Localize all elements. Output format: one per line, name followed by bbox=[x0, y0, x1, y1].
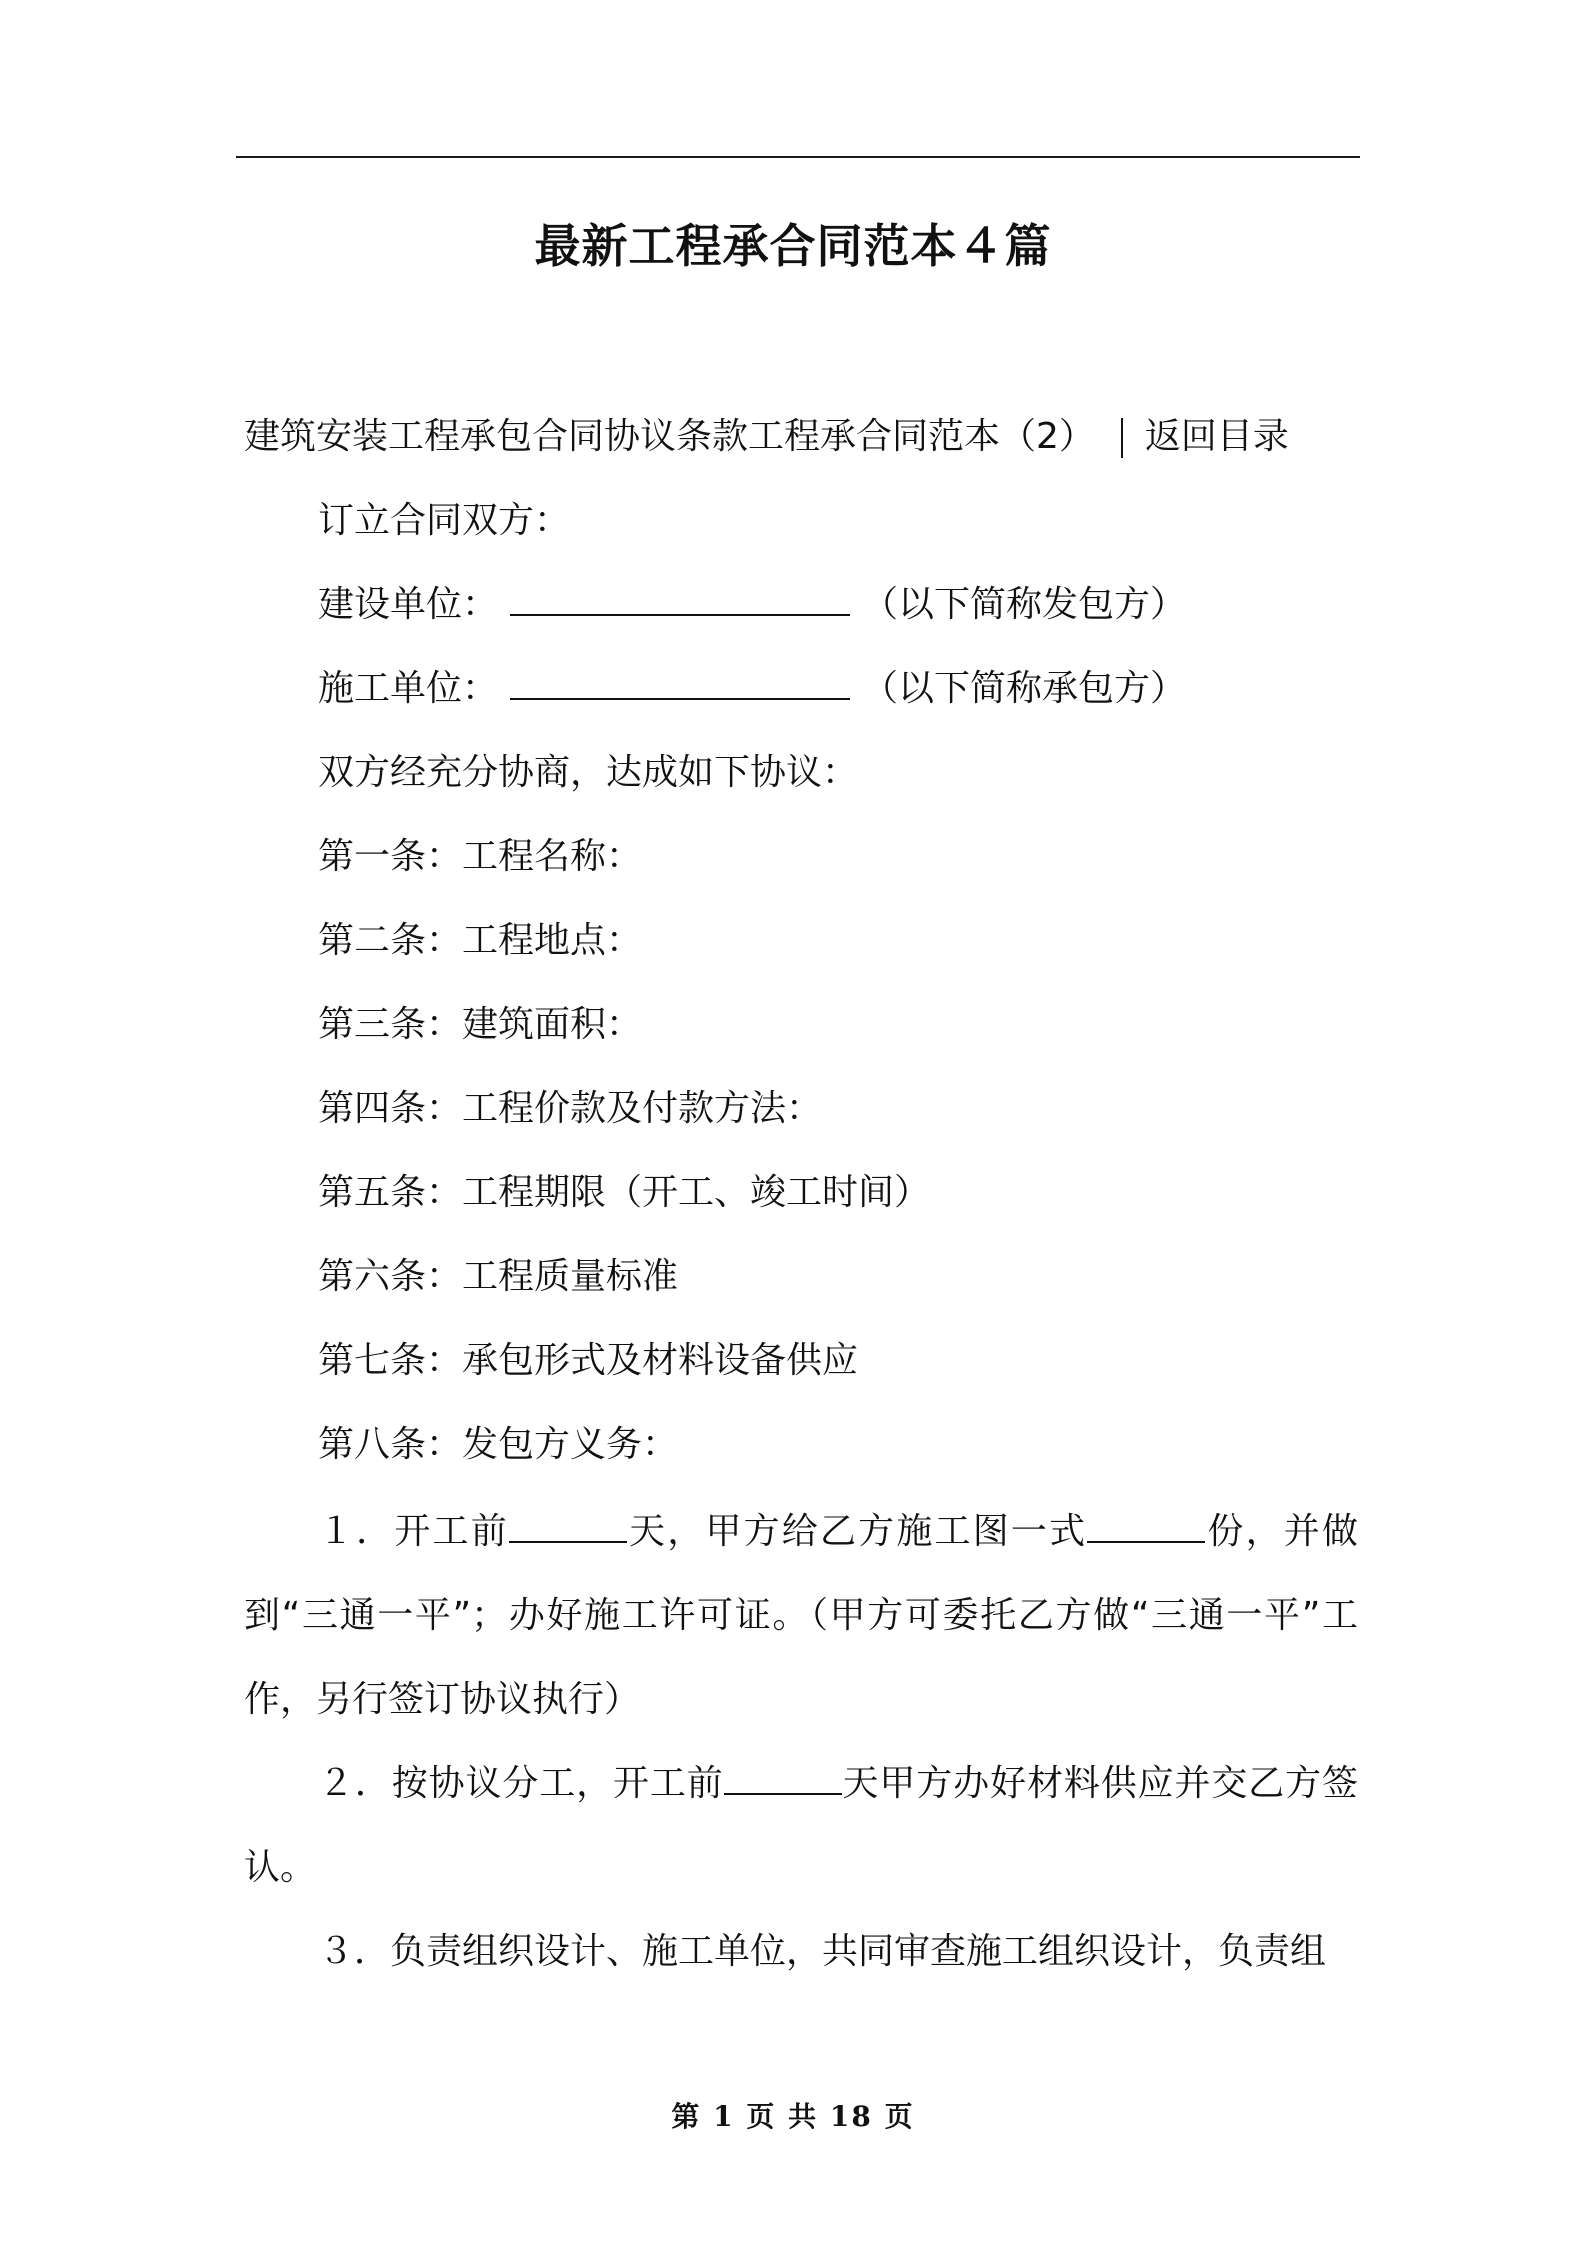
party-b-blank bbox=[510, 664, 850, 700]
article-2: 第二条：工程地点： bbox=[318, 920, 643, 961]
agreement-intro: 双方经充分协商，达成如下协议： bbox=[318, 752, 859, 793]
item-3-paragraph: ３．负责组织设计、施工单位，共同审查施工组织设计，负责组 bbox=[318, 1931, 1327, 1972]
article-5: 第五条：工程期限（开工、竣工时间） bbox=[318, 1172, 931, 1213]
article-3: 第三条：建筑面积： bbox=[318, 1004, 643, 1045]
article-7: 第七条：承包形式及材料设备供应 bbox=[318, 1340, 859, 1381]
party-b-note: （以下简称承包方） bbox=[862, 668, 1187, 709]
party-a-line bbox=[318, 578, 1186, 632]
header-rule bbox=[236, 156, 1360, 158]
article-4: 第四条：工程价款及付款方法： bbox=[318, 1088, 823, 1129]
item-2-part2: 天甲方办好材料供应并交乙方签认。 bbox=[244, 1763, 1358, 1888]
article-8: 第八条：发包方义务： bbox=[318, 1424, 679, 1465]
item-2-paragraph bbox=[244, 1742, 1358, 1910]
section-heading-line bbox=[244, 410, 1289, 464]
document-title: 最新工程承合同范本４篇 bbox=[534, 219, 1052, 273]
item-1-days-blank bbox=[509, 1507, 627, 1543]
page-number: 第 1 页 共 18 页 bbox=[671, 2100, 915, 2133]
heading-separator bbox=[1121, 418, 1123, 458]
item-2-part1: ２．按协议分工，开工前 bbox=[318, 1763, 724, 1804]
item-1-part3: 份，并做到“三通一平”；办好施工许可证。（甲方可委托乙方做“三通一平”工作，另行签订协议执行） bbox=[244, 1511, 1358, 1720]
article-1: 第一条：工程名称： bbox=[318, 836, 643, 877]
return-to-toc-link[interactable]: 返回目录 bbox=[1144, 416, 1289, 457]
section-heading: 建筑安装工程承包合同协议条款工程承合同范本（2） bbox=[244, 416, 1095, 457]
item-1-part1: １．开工前 bbox=[318, 1511, 509, 1552]
parties-intro: 订立合同双方： bbox=[318, 500, 571, 541]
party-b-label: 施工单位： bbox=[318, 668, 499, 709]
item-2-days-blank bbox=[724, 1759, 842, 1795]
party-b-line bbox=[318, 662, 1186, 716]
item-1-paragraph bbox=[244, 1490, 1358, 1742]
item-1-copies-blank bbox=[1087, 1507, 1205, 1543]
party-a-blank bbox=[510, 580, 850, 616]
article-6: 第六条：工程质量标准 bbox=[318, 1256, 679, 1297]
party-a-label: 建设单位： bbox=[318, 584, 499, 625]
party-a-note: （以下简称发包方） bbox=[862, 584, 1187, 625]
item-1-part2: 天，甲方给乙方施工图一式 bbox=[626, 1511, 1088, 1552]
